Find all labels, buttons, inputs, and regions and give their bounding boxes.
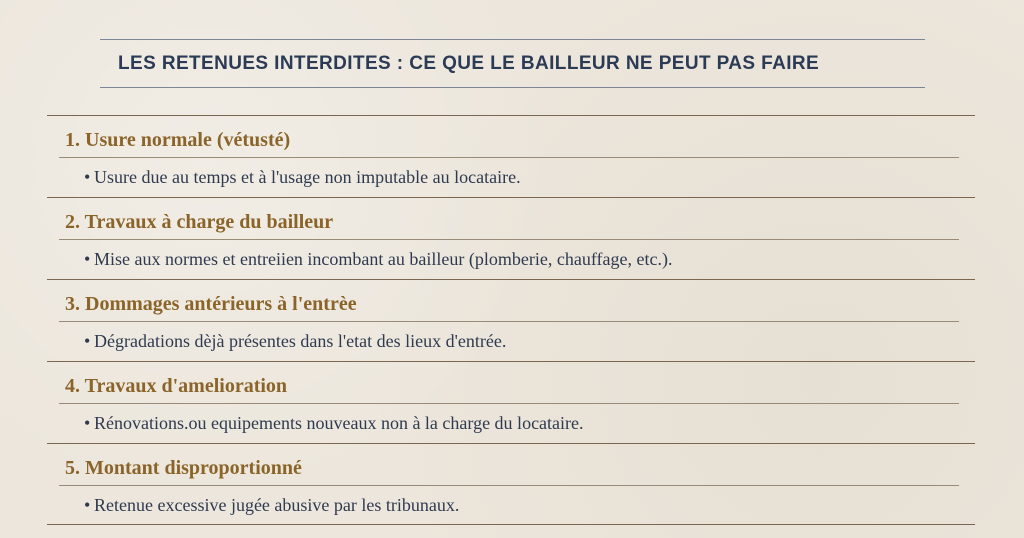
section-bullet-text: Rénovations.ou equipements nouveaux non à la charge du locataire. — [94, 413, 584, 433]
section-bullet-text: Dégradations dèjà présentes dans l'etat des lieux d'entrée. — [94, 331, 507, 351]
section-divider — [59, 403, 959, 404]
section-heading: 4. Travaux d'amelioration — [65, 375, 288, 397]
bullet-icon: • — [84, 249, 91, 269]
section-travaux-bailleur — [47, 197, 975, 279]
section-travaux-amelioration — [47, 361, 975, 443]
bullet-icon: • — [84, 167, 91, 187]
section-bullet-text: Retenue excessive jugée abusive par les tribunaux. — [94, 495, 460, 515]
bullet-icon: • — [84, 495, 91, 515]
section-bullet-item — [84, 413, 584, 434]
section-bullet-text: Mise aux normes et entreiien incombant au bailleur (plomberie, chauffage, etc.). — [94, 249, 673, 269]
section-bullet-text: Usure due au temps et à l'usage non imputable au locataire. — [94, 167, 521, 187]
section-heading: 5. Montant disproportionné — [65, 457, 302, 479]
section-divider — [59, 485, 959, 486]
section-heading: 1. Usure normale (vétusté) — [65, 129, 291, 151]
section-heading: 2. Travaux à charge du bailleur — [65, 211, 334, 233]
section-bullet-item — [84, 249, 672, 270]
section-bullet-item — [84, 331, 506, 352]
page-title: LES RETENUES INTERDITES : CE QUE LE BAILLEUR NE PEUT PAS FAIRE — [118, 53, 820, 74]
section-divider — [59, 321, 959, 322]
section-vetuste — [47, 115, 975, 197]
section-divider — [59, 239, 959, 240]
bullet-icon: • — [84, 413, 91, 433]
section-heading: 3. Dommages antérieurs à l'entrèe — [65, 293, 357, 315]
section-bullet-item — [84, 495, 459, 516]
section-montant-disproportionne — [47, 443, 975, 525]
title-banner — [100, 39, 925, 88]
section-divider — [59, 157, 959, 158]
prohibited-deductions-list — [47, 115, 975, 525]
section-dommages-anterieurs — [47, 279, 975, 361]
section-bullet-item — [84, 167, 521, 188]
bullet-icon: • — [84, 331, 91, 351]
